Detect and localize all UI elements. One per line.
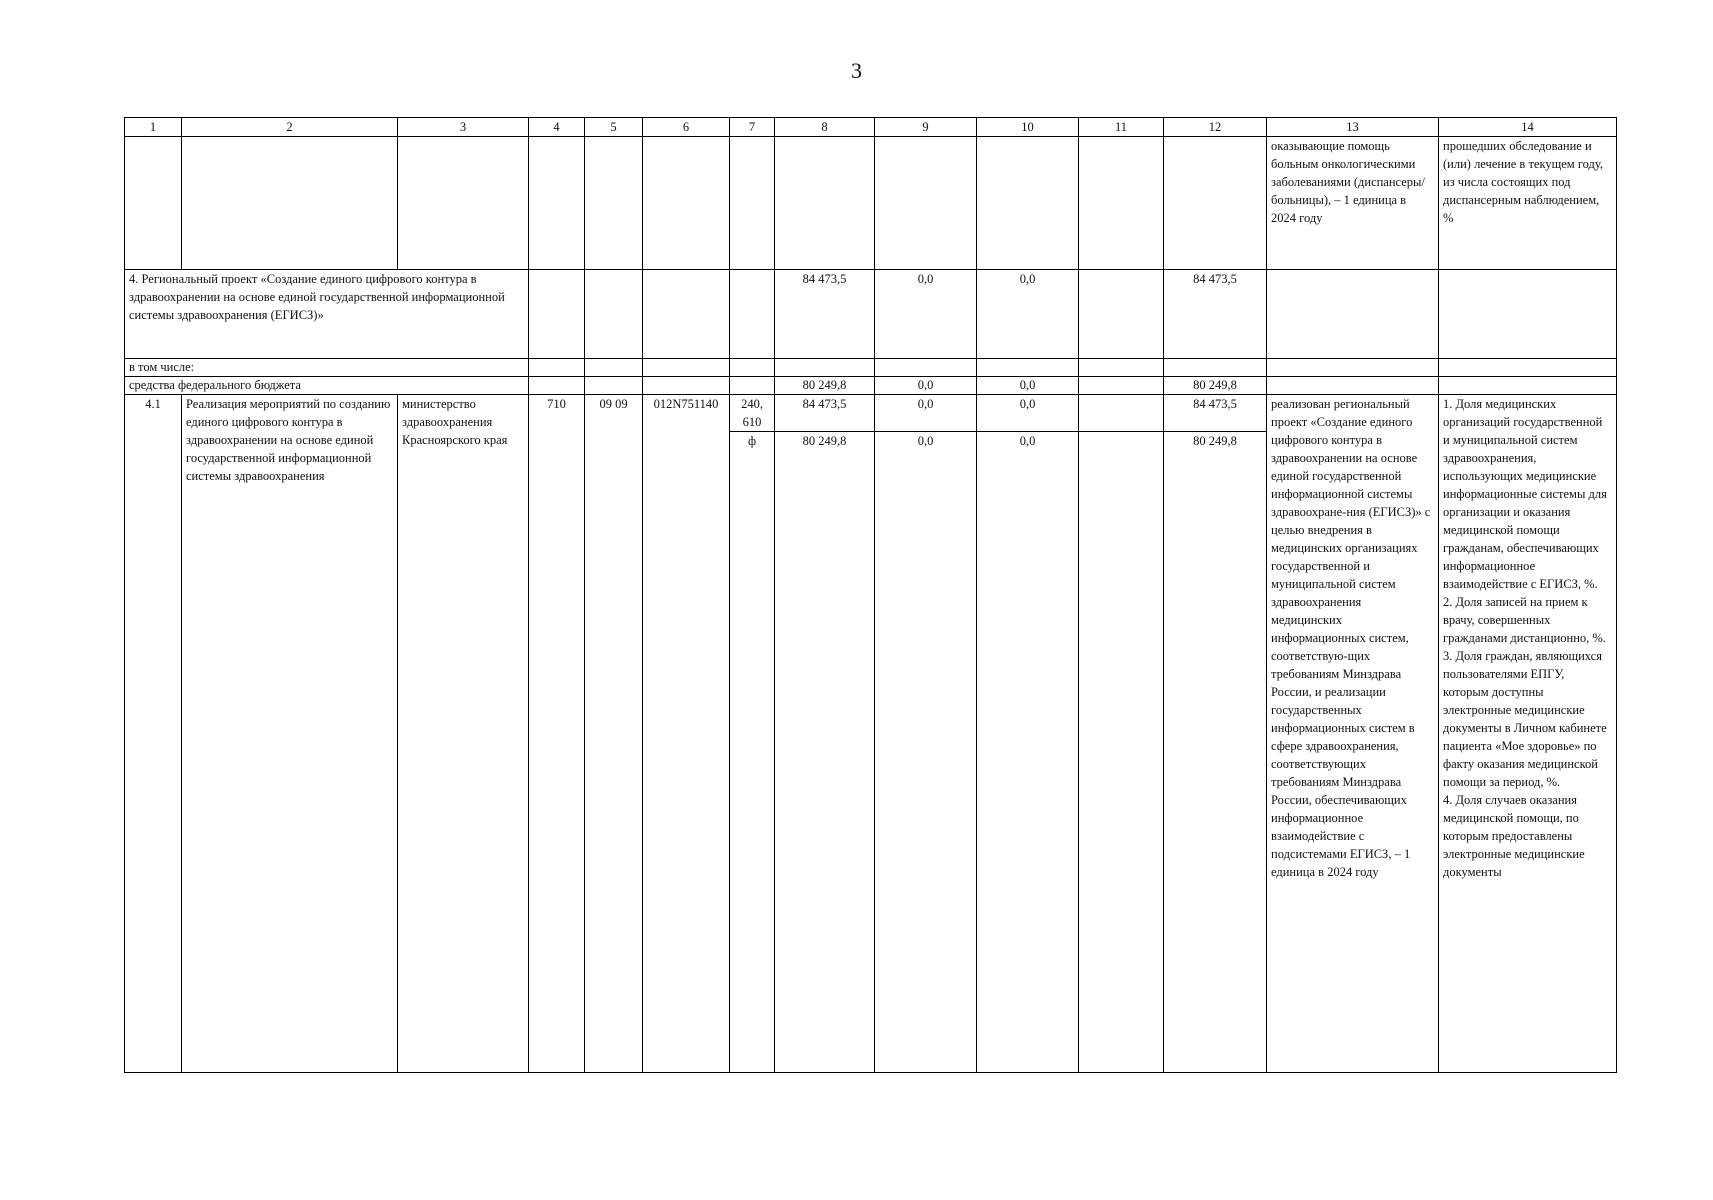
table-row-measure-4-1	[125, 395, 1617, 432]
project-4-col10: 0,0	[977, 270, 1079, 359]
header-col-3: 3	[398, 118, 529, 137]
continuation-indicator-text: прошедших обследование и (или) лечение в текущем году, из числа состоящих под диспансерным наблюдением, %	[1439, 137, 1617, 270]
measure-vr: 240, 610	[730, 395, 775, 432]
project-4-col9: 0,0	[875, 270, 977, 359]
federal-col8: 80 249,8	[775, 377, 875, 395]
measure-total-col12: 84 473,5	[1164, 395, 1267, 432]
measure-indicators-text: 1. Доля медицинских организаций государственной и муниципальной систем здравоохранения, использующих медицинские информационные системы для организации и оказания медицинской помощи гражданам, обеспечивающих информационное взаимодействие с ЕГИСЗ, %. 2. Доля записей на прием к врачу, совершенных гражданами дистанционно, %. 3. Доля граждан, являющихся пользователями ЕПГУ, которым доступны электронные медицинские документы в Личном кабинете пациента «Мое здоровье» по факту оказания медицинской помощи за период, %. 4. Доля случаев оказания медицинской помощи, по которым предоставлены электронные медицинские документы	[1439, 395, 1617, 1073]
measure-vr-sub: ф	[730, 432, 775, 1073]
measure-total-col9: 0,0	[875, 395, 977, 432]
measure-csr: 012N751140	[643, 395, 730, 1073]
header-col-5: 5	[585, 118, 643, 137]
federal-col12: 80 249,8	[1164, 377, 1267, 395]
page-number: 3	[851, 58, 862, 83]
header-col-9: 9	[875, 118, 977, 137]
header-col-13: 13	[1267, 118, 1439, 137]
continuation-result-text: оказывающие помощь больным онкологическими заболеваниями (диспансеры/ больницы), – 1 единица в 2024 году	[1267, 137, 1439, 270]
measure-federal-col8: 80 249,8	[775, 432, 875, 1073]
measure-total-col8: 84 473,5	[775, 395, 875, 432]
measure-rzpr: 09 09	[585, 395, 643, 1073]
project-4-col8: 84 473,5	[775, 270, 875, 359]
table-row-federal-budget	[125, 377, 1617, 395]
including-label: в том числе:	[125, 359, 529, 377]
header-col-10: 10	[977, 118, 1079, 137]
budget-table	[124, 117, 1617, 1073]
measure-total-col10: 0,0	[977, 395, 1079, 432]
table-row-project-4	[125, 270, 1617, 359]
header-col-14: 14	[1439, 118, 1617, 137]
project-4-col12: 84 473,5	[1164, 270, 1267, 359]
header-col-11: 11	[1079, 118, 1164, 137]
table-header-row	[125, 118, 1617, 137]
header-col-8: 8	[775, 118, 875, 137]
header-col-4: 4	[529, 118, 585, 137]
header-col-6: 6	[643, 118, 730, 137]
table-row-including	[125, 359, 1617, 377]
measure-result-text: реализован региональный проект «Создание единого цифрового контура в здравоохранении на основе единой государственной информационной системы здравоохране-ния (ЕГИСЗ)» с целью внедрения в медицинских организациях государственной и муниципальной систем здравоохранения медицинских информационных систем, соответствую-щих требованиям Минздрава России, и реализации государственных информационных систем в сфере здравоохранения, соответствующих требованиям Минздрава России, обеспечивающих информационное взаимодействие с подсистемами ЕГИСЗ, – 1 единица в 2024 году	[1267, 395, 1439, 1073]
project-4-title: 4. Региональный проект «Создание единого цифрового контура в здравоохранении на основе единой государственной информационной системы здравоохранения (ЕГИСЗ)»	[125, 270, 529, 359]
header-col-2: 2	[182, 118, 398, 137]
measure-federal-col12: 80 249,8	[1164, 432, 1267, 1073]
federal-budget-label: средства федерального бюджета	[125, 377, 529, 395]
header-col-1: 1	[125, 118, 182, 137]
measure-federal-col9: 0,0	[875, 432, 977, 1073]
measure-executor: министерство здравоохранения Красноярского края	[398, 395, 529, 1073]
measure-name: Реализация мероприятий по созданию единого цифрового контура в здравоохранении на основе единой государственной информационной системы здравоохранения	[182, 395, 398, 1073]
table-row-continuation	[125, 137, 1617, 270]
measure-grbs: 710	[529, 395, 585, 1073]
header-col-12: 12	[1164, 118, 1267, 137]
header-col-7: 7	[730, 118, 775, 137]
federal-col10: 0,0	[977, 377, 1079, 395]
measure-federal-col10: 0,0	[977, 432, 1079, 1073]
federal-col9: 0,0	[875, 377, 977, 395]
measure-code: 4.1	[125, 395, 182, 1073]
